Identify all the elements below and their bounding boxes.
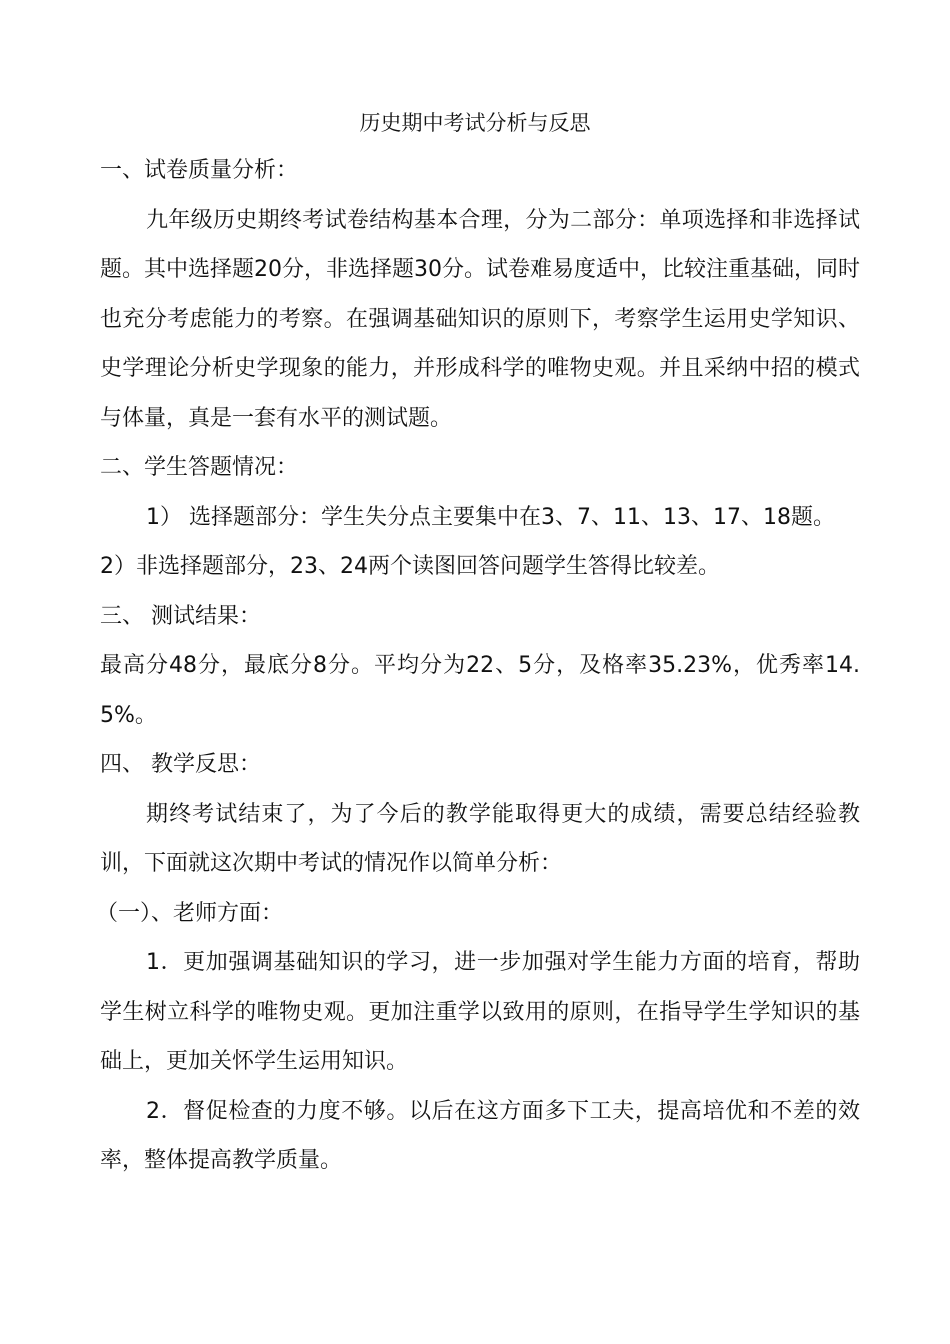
subsection-heading-teacher: （一）、老师方面： xyxy=(96,900,284,926)
paragraph-reflection-intro: 期终考试结束了，为了今后的教学能取得更大的成绩，需要总结经验教训，下面就这次期中考试的情况作以简单分析： xyxy=(100,801,860,876)
document-body xyxy=(96,146,860,1186)
list-item-teacher-1: 1．更加强调基础知识的学习，进一步加强对学生能力方面的培育，帮助学生树立科学的唯物史观。更加注重学以致用的原则，在指导学生学知识的基础上，更加关怀学生运用知识。 xyxy=(100,950,860,1074)
list-item-teacher-2: 2．督促检查的力度不够。以后在这方面多下工夫，提高培优和不差的效率，整体提高教学质量。 xyxy=(100,1098,860,1173)
paragraph-score-statistics: 最高分48分，最底分8分。平均分为22、5分，及格率35.23%，优秀率14.5%。 xyxy=(100,653,860,728)
section-heading-teaching-reflection: 四、 教学反思： xyxy=(100,752,261,777)
paragraph-non-choice-questions: 2）非选择题部分，23、24两个读图回答问题学生答得比较差。 xyxy=(100,554,720,579)
document-title: 历史期中考试分析与反思 xyxy=(359,111,591,135)
section-heading-exam-quality: 一、试卷质量分析： xyxy=(100,158,299,183)
section-heading-test-results: 三、 测试结果： xyxy=(100,603,261,629)
paragraph-choice-questions: 1） 选择题部分：学生失分点主要集中在3、7、11、13、17、18题。 xyxy=(146,504,835,530)
section-heading-student-answers: 二、学生答题情况： xyxy=(100,455,299,480)
paragraph-exam-structure: 九年级历史期终考试卷结构基本合理，分为二部分：单项选择和非选择试题。其中选择题20分，非选择题30分。试卷难易度适中，比较注重基础，同时也充分考虑能力的考察。在强调基础知识的原则下，考察学生运用史学知识、史学理论分析史学现象的能力，并形成科学的唯物史观。并且采纳中招的模式与体量，真是一套有水平的测试题。 xyxy=(100,207,860,431)
